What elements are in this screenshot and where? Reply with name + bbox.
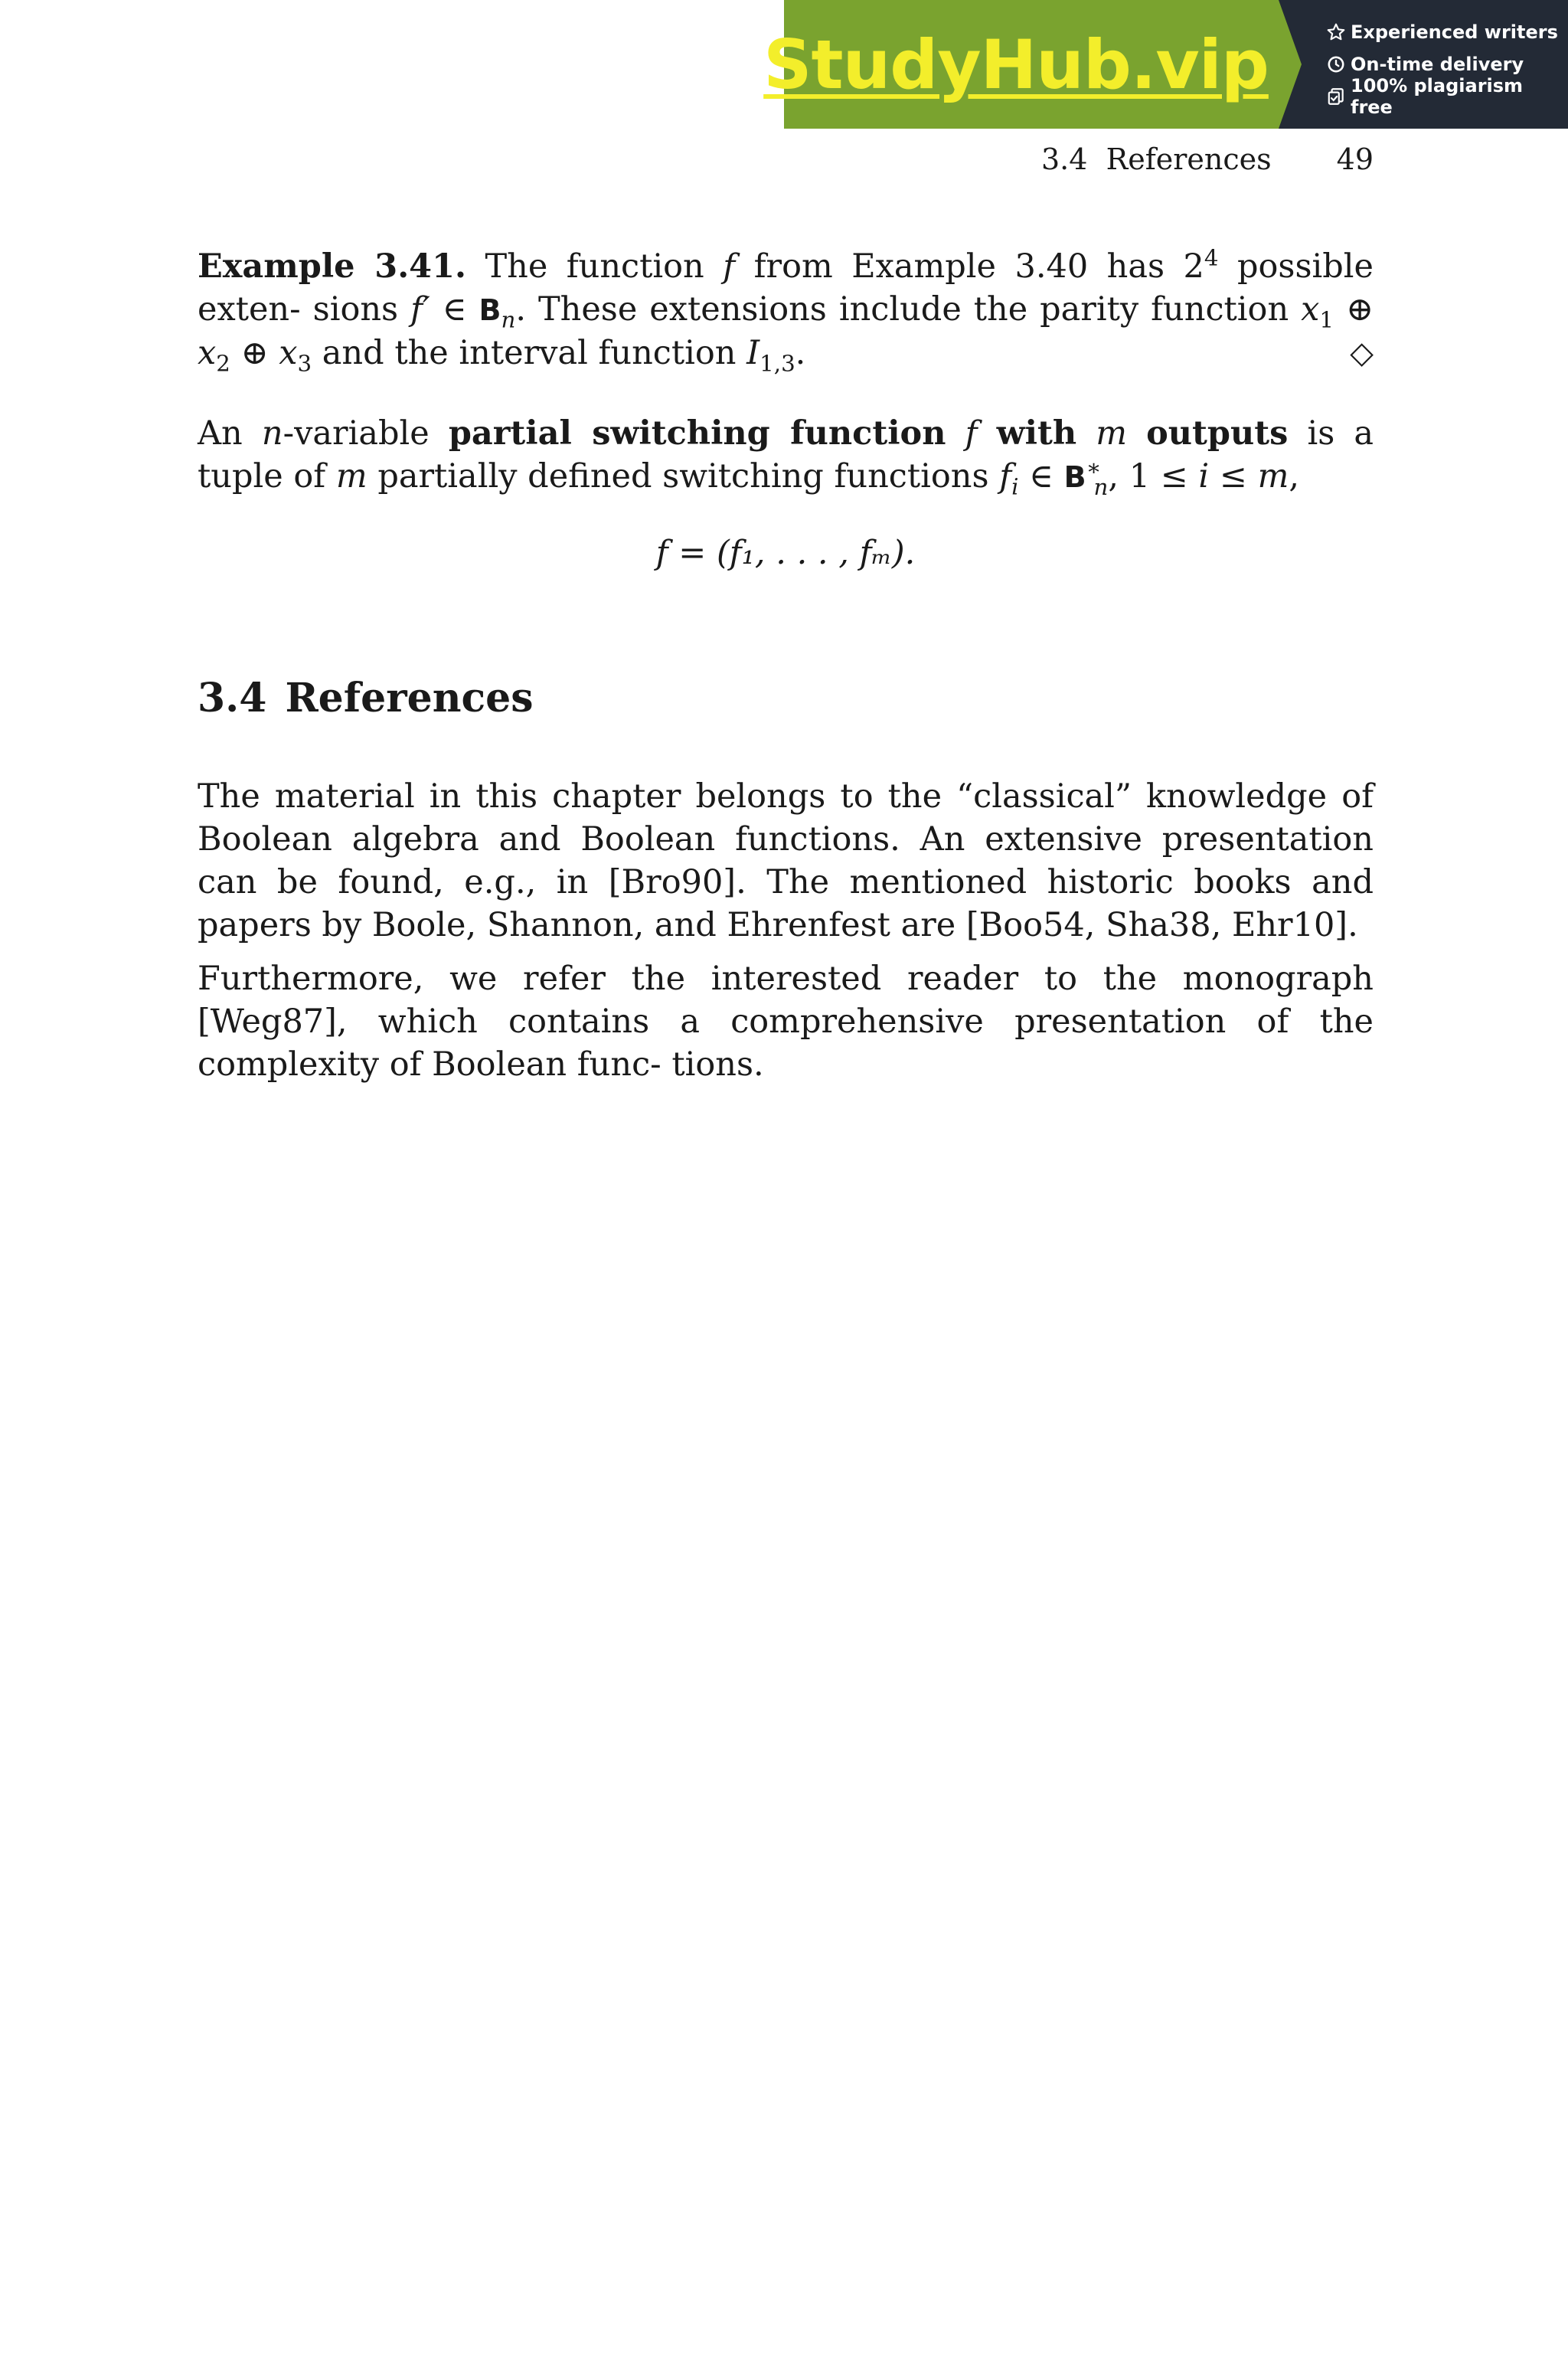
example-text: from Example 3.40 has 2 xyxy=(753,247,1204,286)
perk-label: On-time delivery xyxy=(1351,54,1524,75)
running-head-section: 3.4 References xyxy=(1041,142,1272,176)
definition-text: partially defined switching functions xyxy=(377,457,989,496)
perk-experienced-writers xyxy=(1326,19,1568,45)
references-paragraph-1: The material in this chapter belongs to the “classical” knowledge of Boolean algebra and Boolean functions. An extensive presentation can be found, e.g., in [Bro90]. The mentioned historic books and papers by Boole, Shannon, and Ehrenfest are [Boo54, Sha38, Ehr10]. xyxy=(198,777,1374,944)
document-check-icon xyxy=(1326,87,1346,106)
definition-text: An xyxy=(198,414,243,453)
example-text: possible exten- xyxy=(198,247,1374,329)
partial-function-definition xyxy=(198,412,1374,499)
definition-term: partial switching function xyxy=(448,414,946,453)
example-text: and xyxy=(322,334,384,372)
studyhub-logo[interactable]: StudyHub.vip xyxy=(763,25,1269,104)
definition-text: -variable xyxy=(283,414,430,453)
definition-text: of xyxy=(293,457,326,496)
perk-label: 100% plagiarism free xyxy=(1351,75,1524,118)
section-heading xyxy=(198,674,534,723)
perks-panel xyxy=(1279,0,1568,129)
example-label: Example 3.41. xyxy=(198,247,466,286)
definition-term: outputs xyxy=(1146,414,1289,453)
example-text: The function xyxy=(485,247,704,286)
star-icon xyxy=(1326,22,1346,42)
studyhub-banner[interactable] xyxy=(763,0,1568,129)
paragraph-text: Furthermore, we refer the interested reader to the monograph [Weg87], which contains a comprehensive presentation of the complexity of Boolean func- xyxy=(198,960,1374,1084)
exponent: 4 xyxy=(1204,244,1219,271)
running-head xyxy=(1041,142,1374,181)
page-number: 49 xyxy=(1336,142,1374,176)
display-equation: f = (f₁, . . . , fₘ). xyxy=(655,534,916,572)
example-3-41 xyxy=(198,245,1374,375)
brand-arrow-decoration xyxy=(1279,0,1302,129)
definition-text: is a tuple xyxy=(198,414,1374,496)
section-title: References xyxy=(285,675,534,721)
end-of-example-mark: ◇ xyxy=(1350,335,1374,371)
example-text: sions xyxy=(312,290,399,329)
references-paragraph-2 xyxy=(198,957,1374,1086)
brand-panel[interactable] xyxy=(763,0,1279,129)
definition-term: with xyxy=(996,414,1077,453)
definition-paragraph: An n-variable partial switching function f with m outputs is a tuple of m partially defined switching functions $f_i$ ∈ $B^∗_n$, 1 ≤ i ≤ m, xyxy=(198,414,1374,500)
perk-on-time-delivery xyxy=(1326,51,1568,77)
perk-plagiarism-free xyxy=(1326,75,1568,118)
example-paragraph: Example 3.41. The function f from Example 3.40 has $2^4$ possible exten- sions f′ ∈ $B_n$. These extensions include the parity function $x_1$ ⊕ $x_2$ ⊕ $x_3$ and the interval function $I_{1,3}$. xyxy=(198,244,1374,377)
references-text xyxy=(198,775,1374,1086)
example-text: the interval function xyxy=(394,334,737,372)
clock-icon xyxy=(1326,54,1346,74)
paragraph-text: tions. xyxy=(671,1045,764,1084)
perk-label: Experienced writers xyxy=(1351,21,1558,43)
example-text: These extensions include the parity function xyxy=(537,290,1289,329)
section-number: 3.4 xyxy=(198,675,267,721)
